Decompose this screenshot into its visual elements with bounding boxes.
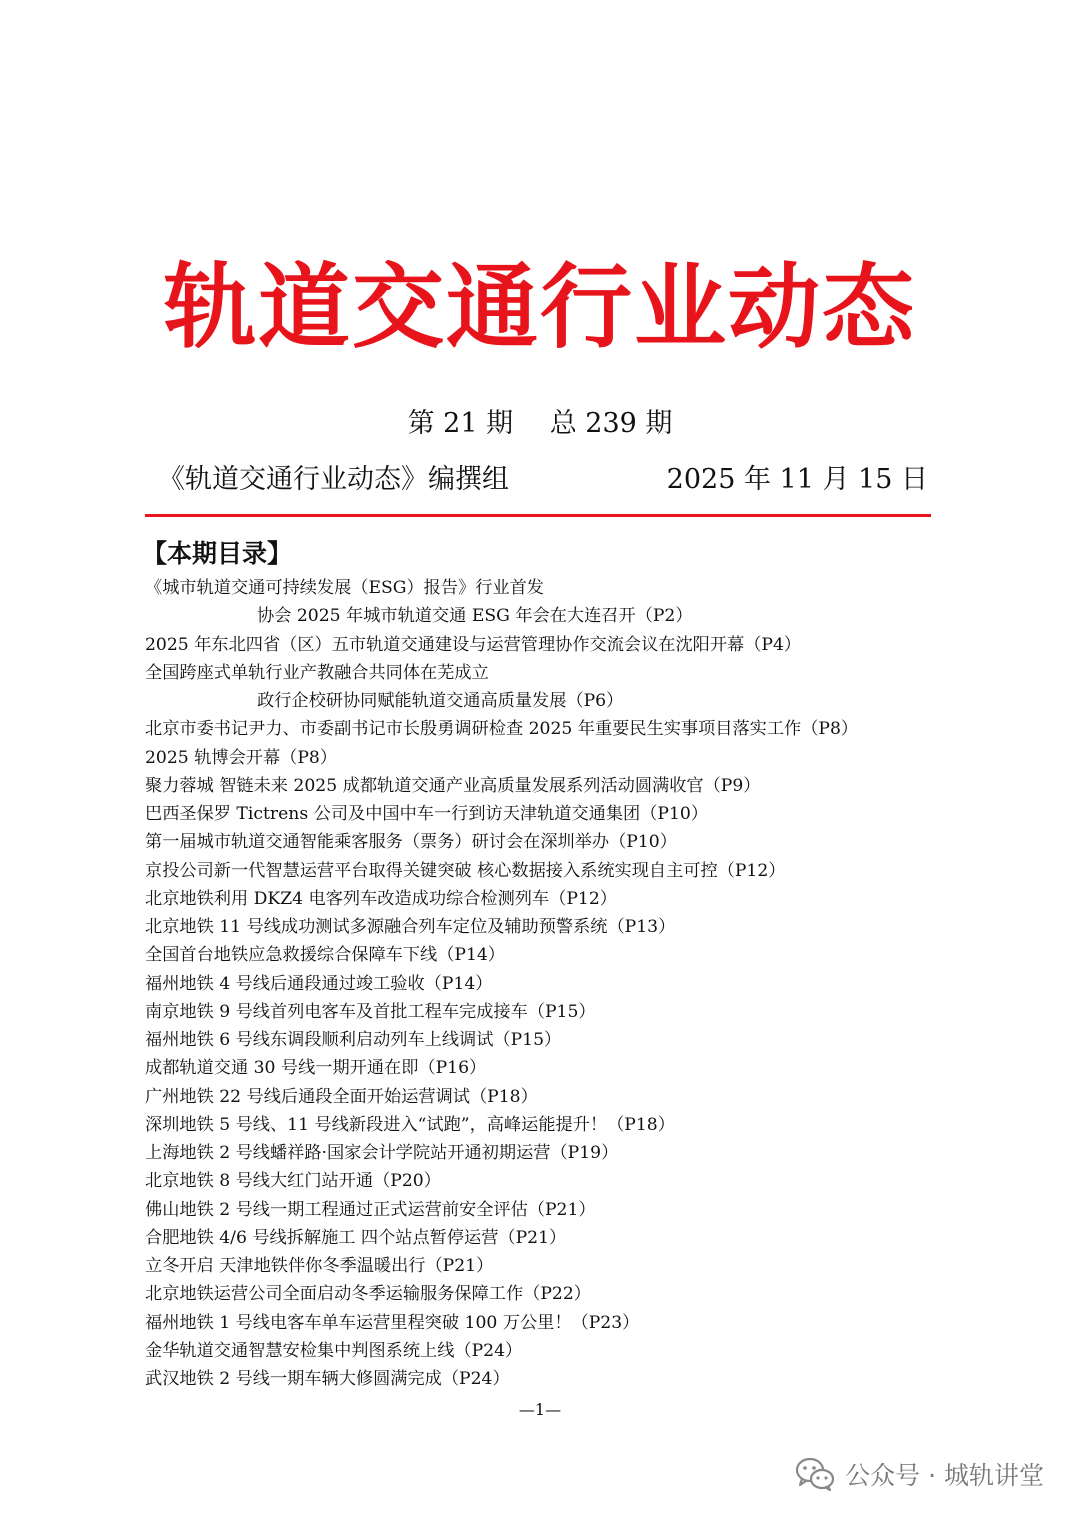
issue-info (0, 408, 1080, 440)
issue-total: 总 239 期 (549, 408, 673, 439)
header-divider (145, 514, 931, 517)
toc-item: 合肥地铁 4/6 号线拆解施工 四个站点暂停运营（P21） (145, 1227, 567, 1248)
toc-item: 立冬开启 天津地铁伴你冬季温暖出行（P21） (145, 1256, 494, 1276)
toc-item: 北京地铁利用 DKZ4 电客列车改造成功综合检测列车（P12） (145, 888, 617, 909)
toc-item: 佛山地铁 2 号线一期工程通过正式运营前安全评估（P21） (145, 1199, 596, 1220)
toc-list (145, 574, 945, 1393)
toc-item: 南京地铁 9 号线首列电客车及首批工程车完成接车（P15） (145, 1001, 596, 1022)
editor-group: 《轨道交通行业动态》编撰组 (158, 464, 509, 495)
toc-item: 福州地铁 1 号线电客车单车运营里程突破 100 万公里！（P23） (145, 1312, 640, 1333)
toc-item: 广州地铁 22 号线后通段全面开始运营调试（P18） (145, 1086, 538, 1107)
toc-item: 北京地铁运营公司全面启动冬季运输服务保障工作（P22） (145, 1284, 591, 1305)
wechat-icon (795, 1457, 835, 1491)
toc-item: 巴西圣保罗 Tictrens 公司及中国中车一行到访天津轨道交通集团（P10） (145, 804, 709, 824)
toc-item: 第一届城市轨道交通智能乘客服务（票务）研讨会在深圳举办（P10） (145, 832, 677, 853)
toc-item: 武汉地铁 2 号线一期车辆大修圆满完成（P24） (145, 1369, 510, 1389)
masthead-title: 轨道交通行业动态 (163, 254, 916, 361)
toc-item: 金华轨道交通智慧安检集中判图系统上线（P24） (145, 1340, 523, 1361)
toc-item: 北京地铁 8 号线大红门站开通（P20） (145, 1171, 441, 1192)
wechat-watermark (795, 1456, 1044, 1492)
toc-item: 聚力蓉城 智链未来 2025 成都轨道交通产业高质量发展系列活动圆满收官（P9） (145, 775, 761, 796)
toc-item: 协会 2025 年城市轨道交通 ESG 年会在大连召开（P2） (257, 606, 693, 627)
toc-heading: 【本期目录】 (142, 539, 293, 568)
toc-item: 成都轨道交通 30 号线一期开通在即（P16） (145, 1058, 487, 1079)
publish-date: 2025 年 11 月 15 日 (666, 464, 928, 495)
toc-item: 上海地铁 2 号线蟠祥路·国家会计学院站开通初期运营（P19） (145, 1143, 619, 1163)
toc-item: 京投公司新一代智慧运营平台取得关键突破 核心数据接入系统实现自主可控（P12） (145, 860, 786, 881)
toc-item: 2025 年东北四省（区）五市轨道交通建设与运营管理协作交流会议在沈阳开幕（P4） (145, 634, 802, 655)
toc-item: 全国跨座式单轨行业产教融合共同体在芜成立 (145, 662, 489, 683)
toc-item: 政行企校研协同赋能轨道交通高质量发展（P6） (257, 691, 624, 711)
watermark-text: 公众号 · 城轨讲堂 (845, 1461, 1044, 1490)
toc-item: 全国首台地铁应急救援综合保障车下线（P14） (145, 945, 505, 966)
toc-item: 福州地铁 6 号线东调段顺利启动列车上线调试（P15） (145, 1030, 562, 1050)
toc-item: 2025 轨博会开幕（P8） (145, 747, 338, 768)
page-number: —1— (518, 1400, 562, 1419)
toc-item: 北京地铁 11 号线成功测试多源融合列车定位及辅助预警系统（P13） (145, 917, 676, 937)
issue-number: 第 21 期 (407, 408, 514, 439)
toc-item: 深圳地铁 5 号线、11 号线新段进入“试跑”，高峰运能提升！（P18） (145, 1114, 675, 1135)
toc-item: 福州地铁 4 号线后通段通过竣工验收（P14） (145, 973, 493, 994)
toc-item: 《城市轨道交通可持续发展（ESG）报告》行业首发 (145, 578, 544, 598)
toc-item: 北京市委书记尹力、市委副书记市长殷勇调研检查 2025 年重要民生实事项目落实工作（P8） (145, 719, 859, 740)
